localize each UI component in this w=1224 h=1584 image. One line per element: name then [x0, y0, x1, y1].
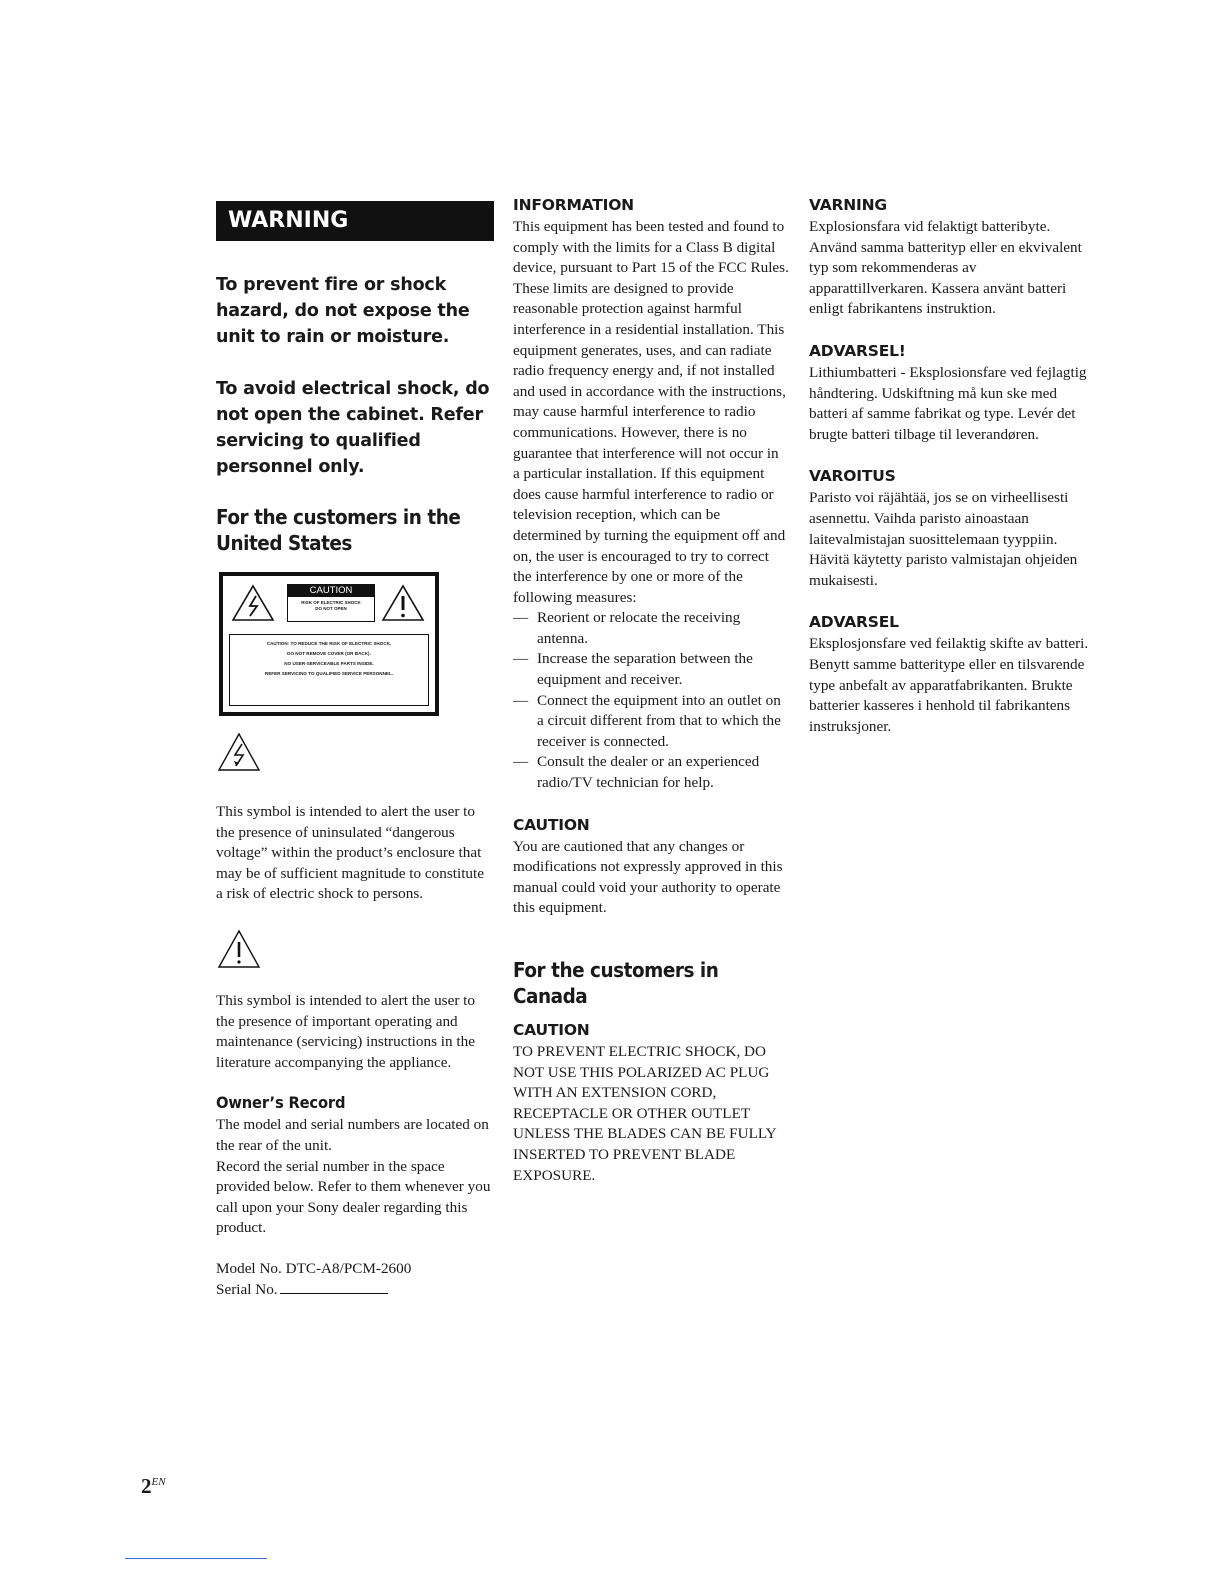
- exclamation-triangle-icon: [216, 927, 264, 971]
- advarsel-dk-text: Lithiumbatteri - Eksplosionsfare ved fejlagtig håndtering. Udskiftning må kun ske med batteri af samme fabrikat og type. Levér det brugte batteri tilbage til leverandøren.: [809, 363, 1087, 443]
- varning-text: Explosionsfara vid felaktigt batteribyte. Använd samma batterityp eller en ekvivalent typ som rekommenderas av apparattillverkaren. Kassera använt batteri enligt fabrikantens instruktion.: [809, 218, 1082, 318]
- label-caution-title: CAUTION: [288, 585, 374, 597]
- varoitus-text: Paristo voi räjähtää, jos se on virheellisesti asennettu. Vaihda paristo ainoastaan laitevalmistajan suosittelemaan tyyppiin. Hävitä käytetty paristo valmistajan ohjeiden mukaisesti.: [809, 489, 1078, 589]
- model-number: Model No. DTC-A8/PCM-2600: [216, 1259, 412, 1277]
- right-column: [809, 196, 1089, 737]
- middle-column: [513, 196, 789, 1186]
- symbol1-description: This symbol is intended to alert the user to the presence of uninsulated “dangerous voltage” within the product’s enclosure that may be of sufficient magnitude to constitute a risk of electric shock to persons.: [216, 803, 484, 903]
- advarsel-no-text: Eksplosjonsfare ved feilaktig skifte av batteri. Benytt samme batteritype eller en tilsvarende type anbefalt av apparatfabrikanten. Brukte batterier kasseres i henhold til fabrikantens instruksjoner.: [809, 635, 1089, 735]
- caution-heading: CAUTION: [513, 815, 590, 834]
- warning-shock-text: To avoid electrical shock, do not open the cabinet. Refer servicing to qualified personnel only.: [216, 379, 490, 477]
- label-caution-box: [287, 584, 375, 622]
- measure-item: — Reorient or relocate the receiving antenna.: [513, 608, 789, 649]
- lightning-triangle-icon: [216, 730, 264, 774]
- measures-list: [513, 608, 789, 793]
- label-risk-line1: RISK OF ELECTRIC SHOCK: [301, 600, 361, 605]
- page-suffix: EN: [151, 1476, 166, 1488]
- label-risk-line2: DO NOT OPEN: [315, 606, 347, 611]
- information-heading: INFORMATION: [513, 196, 634, 214]
- warning-banner: WARNING: [216, 201, 494, 241]
- owners-record-text: The model and serial numbers are located on the rear of the unit. Record the serial number in the space provided below. Refer to them whenever you call upon your Sony dealer regarding this product.: [216, 1116, 491, 1237]
- caution-text: You are cautioned that any changes or modifications not expressly approved in this manual could void your authority to operate this equipment.: [513, 837, 783, 917]
- information-text: This equipment has been tested and found to comply with the limits for a Class B digital device, pursuant to Part 15 of the FCC Rules. These limits are designed to provide reasonable protection against harmful interference in a residential installation. This equipment generates, uses, and can radiate radio frequency energy and, if not installed and used in accordance with the instructions, may cause harmful interference to radio communications. However, there is no guarantee that interference will not occur in a particular installation. If this equipment does cause harmful interference to radio or television reception, which can be determined by turning the equipment off and on, the user is encouraged to try to correct the interference by one or more of the following measures: — Reorient or relocate the receiving antenna. — Increase the separation between the equipment and receiver. — Connect the equipment into an outlet on a circuit different from that to which the receiver is connected. — Consult the dealer or an experienced radio/TV technician for help.: [513, 217, 789, 794]
- left-column: [216, 196, 494, 1300]
- measure-item: — Increase the separation between the equipment and receiver.: [513, 649, 789, 690]
- serial-number-label: Serial No.: [216, 1280, 278, 1298]
- canada-caution-heading: CAUTION: [513, 1021, 590, 1039]
- varning-heading: VARNING: [809, 196, 887, 214]
- symbol2-description: This symbol is intended to alert the user to the presence of important operating and maintenance (servicing) instructions in the literature accompanying the appliance.: [216, 991, 475, 1071]
- advarsel-no-heading: ADVARSEL: [809, 613, 899, 632]
- measure-item: — Consult the dealer or an experienced radio/TV technician for help.: [513, 752, 789, 793]
- advarsel-dk-heading: ADVARSEL!: [809, 341, 906, 360]
- owners-record-heading: Owner’s Record: [216, 1093, 346, 1113]
- varoitus-heading: VAROITUS: [809, 467, 896, 486]
- warning-fire-text: To prevent fire or shock hazard, do not expose the unit to rain or moisture.: [216, 275, 470, 347]
- us-heading: For the customers in the United States: [216, 505, 461, 555]
- label-caution-text: CAUTION: TO REDUCE THE RISK OF ELECTRIC SHOCK, DO NOT REMOVE COVER (OR BACK). NO USER-SERVICEABLE PARTS INSIDE. REFER SERVICING TO QUALIFIED SERVICE PERSONNEL.: [229, 634, 429, 706]
- model-serial-block: [216, 1259, 494, 1300]
- canada-heading: For the customers in Canada: [513, 958, 719, 1008]
- caution-label: [219, 572, 439, 716]
- canada-caution-text: TO PREVENT ELECTRIC SHOCK, DO NOT USE THIS POLARIZED AC PLUG WITH AN EXTENSION CORD, RECEPTACLE OR OTHER OUTLET UNLESS THE BLADES CAN BE FULLY INSERTED TO PREVENT BLADE EXPOSURE.: [513, 1043, 777, 1184]
- serial-number-blank: [280, 1283, 388, 1294]
- bottom-rule: [125, 1558, 267, 1559]
- measure-item: — Connect the equipment into an outlet on a circuit different from that to which the receiver is connected.: [513, 691, 789, 753]
- page-number: $2^{EN}$: [141, 1474, 166, 1498]
